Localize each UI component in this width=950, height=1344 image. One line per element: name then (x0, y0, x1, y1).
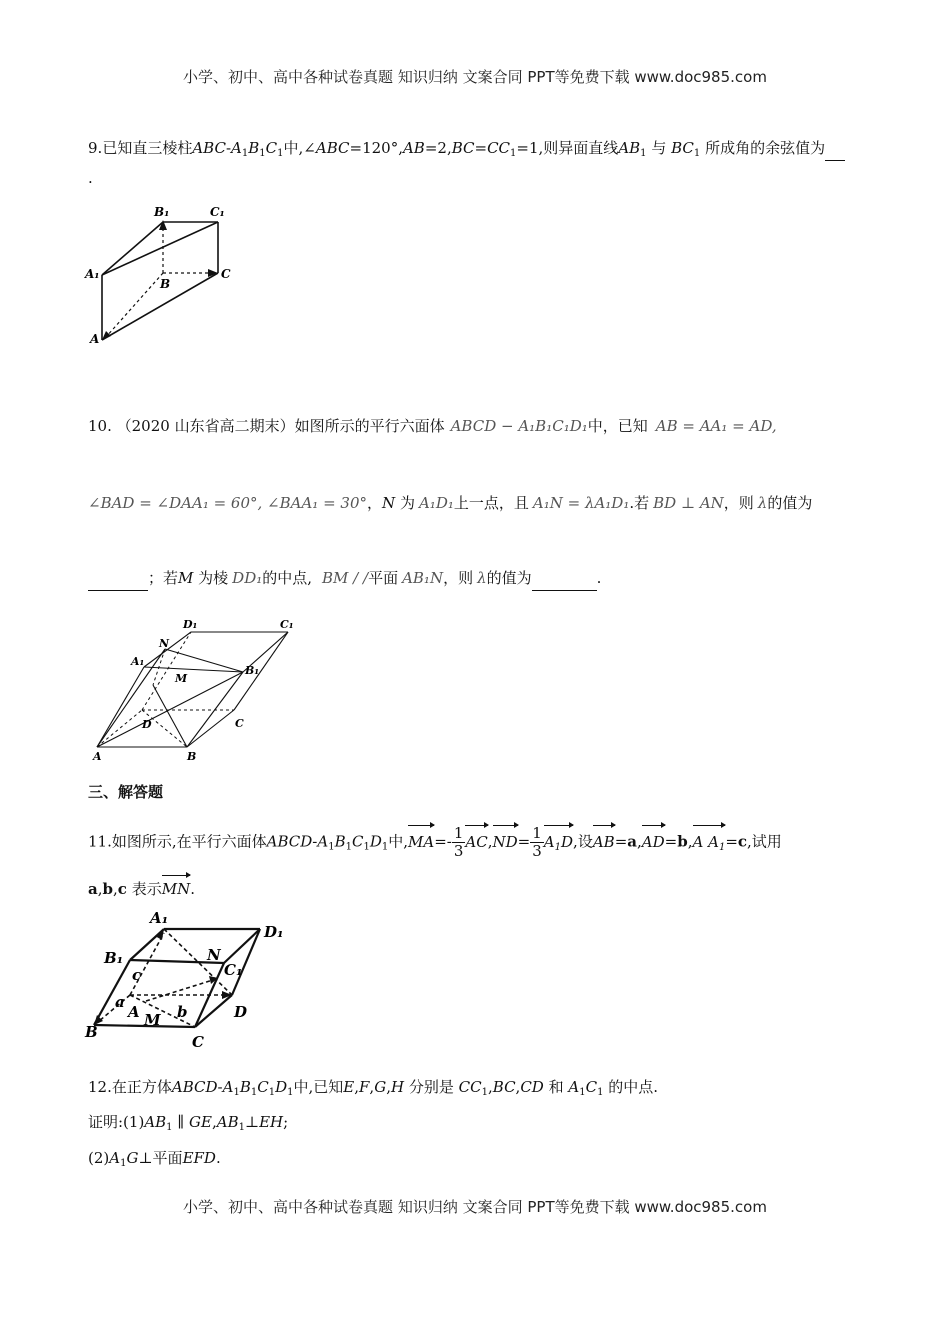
q11-parallelepiped-figure (82, 905, 292, 1055)
question-10: 10. （2020 山东省高二期末）如图所示的平行六面体 ABCD − A₁B₁C₁D₁中，已知 AB = AA₁ = AD, (88, 417, 777, 435)
question-12: 12.在正方体ABCD-$A_1B_1C_1D_1$中,已知E,F,G,H 分别是 $CC_1,BC,CD$ 和 $A_1C_1$ 的中点. (88, 1078, 659, 1098)
label-A1: A₁ (131, 655, 145, 668)
q10-number: 10. (88, 417, 112, 435)
label-C1: C₁ (280, 618, 294, 631)
label-A: A (128, 1003, 140, 1021)
question-9: 9.已知直三棱柱ABC-$A_1B_1C_1$中$,\angle ABC=120^\circ,AB=2,BC=CC_1=1$,则异面直线$AB_1$ 与 $BC_1$ 所成角的余弦值为 (88, 136, 845, 166)
q11-number: 11. (88, 832, 112, 851)
q9-number: 9. (88, 139, 103, 157)
label-B: B (85, 1023, 98, 1041)
label-C: C (192, 1033, 204, 1051)
label-B1: B₁ (104, 949, 124, 967)
label-D1: D₁ (264, 923, 284, 941)
label-A: A (90, 332, 100, 346)
label-c: c (132, 966, 142, 984)
label-D1: D₁ (183, 618, 198, 631)
label-a: a (115, 993, 125, 1011)
label-A1: A₁ (150, 909, 169, 927)
page-footer: 小学、初中、高中各种试卷真题 知识归纳 文案合同 PPT等免费下载 www.doc985.com (183, 1198, 767, 1216)
label-A1: A₁ (85, 267, 100, 281)
answer-blank-2 (532, 566, 597, 591)
label-C: C (235, 717, 244, 730)
q9-prism-figure (80, 200, 240, 350)
label-B: B (187, 750, 197, 763)
q12-number: 12. (88, 1078, 112, 1096)
label-M: M (175, 672, 188, 685)
page-header: 小学、初中、高中各种试卷真题 知识归纳 文案合同 PPT等免费下载 www.doc985.com (183, 68, 767, 86)
label-N: N (159, 637, 170, 650)
label-A: A (93, 750, 102, 763)
label-D: D (142, 718, 152, 731)
label-B1: B₁ (154, 205, 170, 219)
question-11: 11.如图所示,在平行六面体ABCD-$A_1B_1C_1D_1$中,MA=- $\frac{1}{3}$ AC,ND= $\frac{1}{3}$ $A_1D$,设AB=a,AD=b,A $A_1=c$,试用 (88, 825, 782, 863)
label-C: C (221, 267, 231, 281)
label-b: b (177, 1003, 188, 1021)
label-N: N (207, 946, 221, 964)
answer-blank (825, 136, 845, 161)
label-B: B (160, 277, 171, 291)
answer-blank-1 (88, 566, 148, 591)
label-B1: B₁ (245, 664, 260, 677)
label-M: M (144, 1011, 161, 1029)
label-D: D (234, 1003, 248, 1021)
q10-parallelepiped-figure (85, 612, 305, 767)
section-title: 三、解答题 (88, 783, 164, 801)
label-C1: C₁ (224, 961, 243, 979)
label-C1: C₁ (210, 205, 225, 219)
